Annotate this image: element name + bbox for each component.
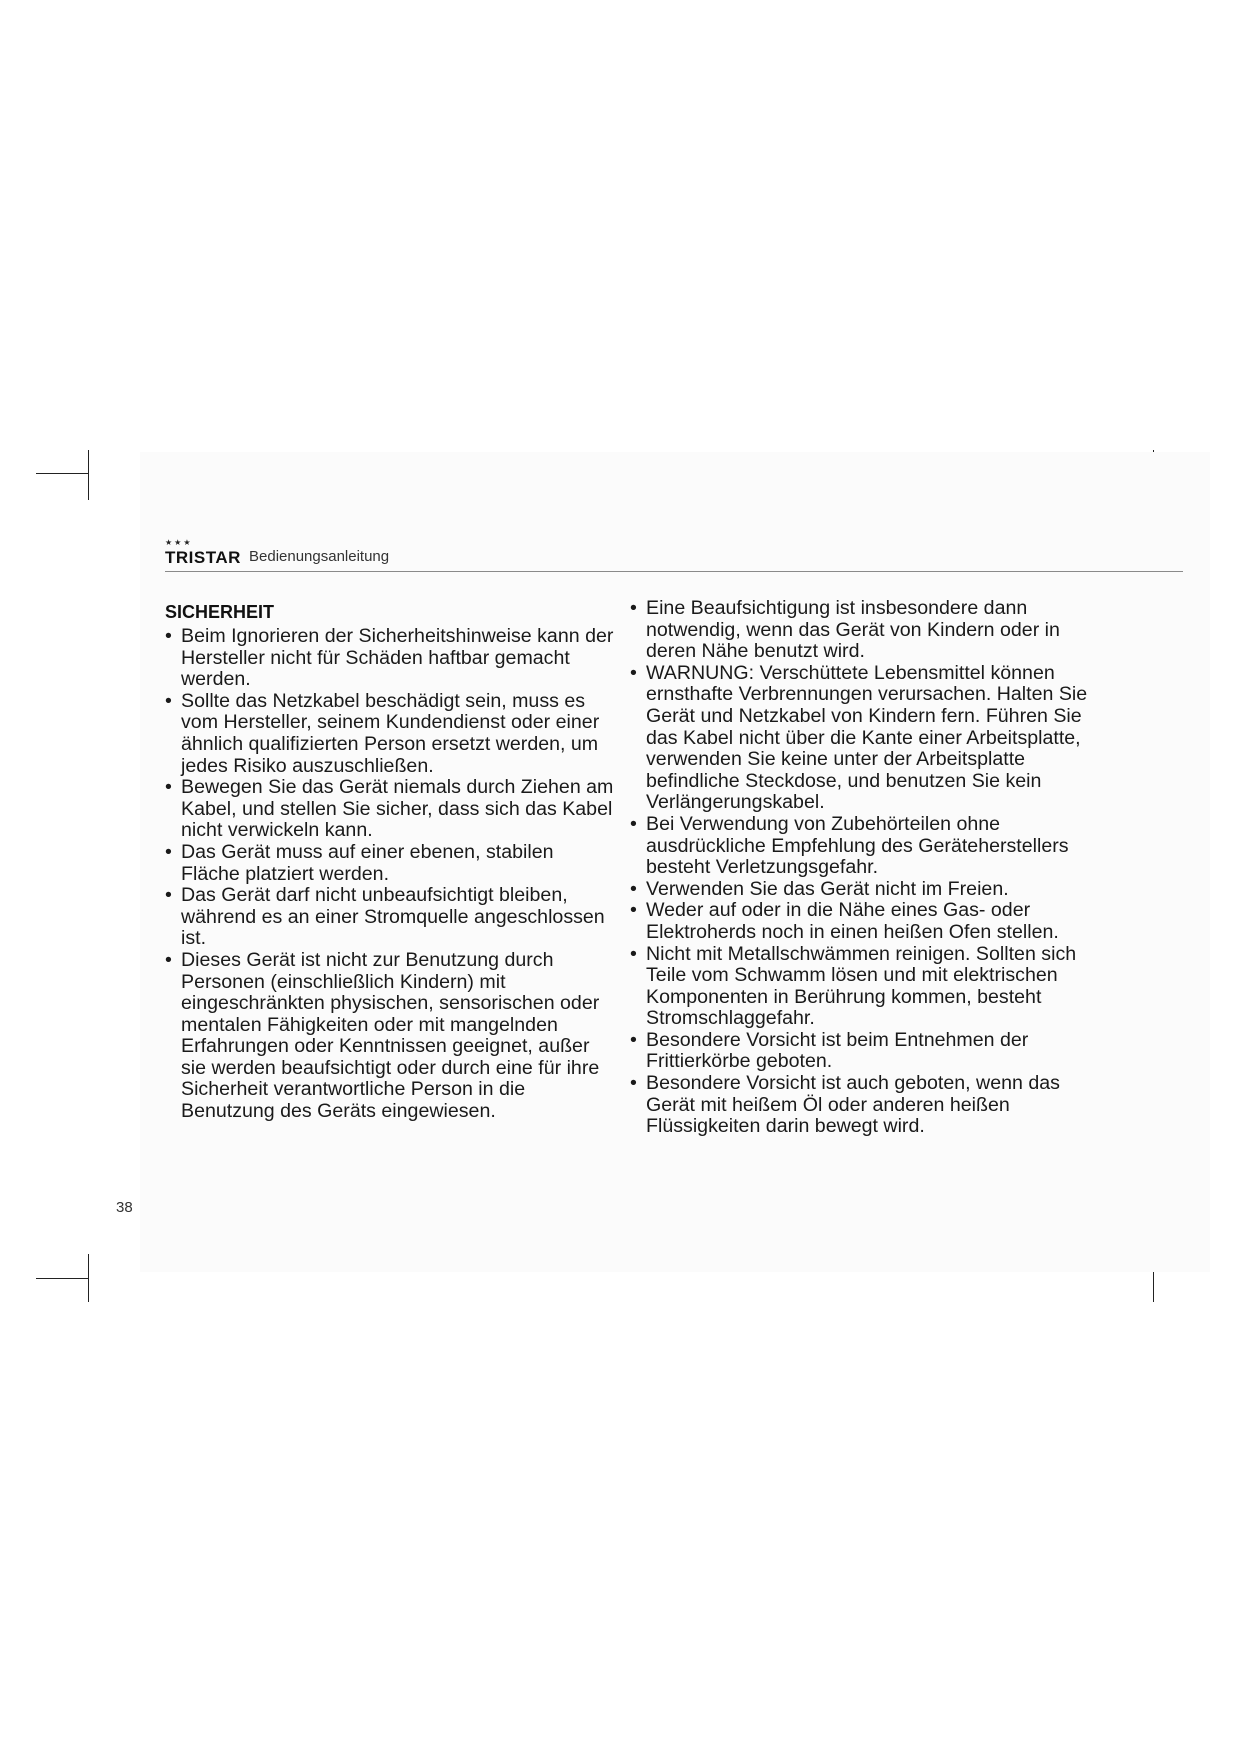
list-item	[630, 663, 1090, 814]
crop-mark-top-left-h	[36, 473, 88, 474]
bullet: •	[630, 877, 637, 900]
list-item-text: Das Gerät muss auf einer ebenen, stabilen Fläche platziert werden.	[181, 840, 554, 885]
list-item-text: Sollte das Netzkabel beschädigt sein, muss es vom Hersteller, seinem Kundendienst oder einer ähnlich qualifizierten Person ersetzt werden, um jedes Risiko auszuschließen.	[181, 689, 600, 777]
list-item-text: Bei Verwendung von Zubehörteilen ohne ausdrückliche Empfehlung des Geräteherstellers besteht Verletzungsgefahr.	[646, 812, 1069, 879]
logo-brand: TRISTAR	[165, 548, 241, 567]
left-column	[165, 600, 615, 1123]
bullet: •	[630, 661, 637, 684]
list-item	[630, 900, 1090, 943]
bullet: •	[630, 597, 637, 619]
list-item	[630, 879, 1090, 901]
left-list	[165, 626, 615, 1123]
list-item-text: Dieses Gerät ist nicht zur Benutzung durch Personen (einschließlich Kindern) mit eingeschränkten physischen, sensorischen oder mentalen Fähigkeiten oder mit mangelnden Erfahrungen oder Kenntnissen geeignet, außer sie werden beaufsichtigt oder durch eine für ihre Sicherheit verantwortliche Person in die Benutzung des Geräts eingewiesen.	[181, 948, 600, 1123]
list-item-text: Eine Beaufsichtigung ist insbesondere dann notwendig, wenn das Gerät von Kindern oder in deren Nähe benutzt wird.	[646, 597, 1060, 663]
list-item-text: WARNUNG: Verschüttete Lebensmittel können ernsthafte Verbrennungen verursachen. Halten Sie Gerät und Netzkabel von Kindern fern. Führen Sie das Kabel nicht über die Kante einer Arbeitsplatte, verwenden Sie keine unter der Arbeitsplatte befindliche Steckdose, und benutzen Sie kein Verlängerungskabel.	[646, 661, 1088, 814]
bullet: •	[165, 689, 172, 712]
list-item-text: Besondere Vorsicht ist beim Entnehmen der Frittierkörbe geboten.	[646, 1028, 1029, 1073]
page-number: 38	[116, 1199, 133, 1216]
bullet: •	[630, 812, 637, 835]
bullet: •	[630, 899, 637, 922]
list-item	[630, 1073, 1090, 1138]
list-item	[165, 885, 615, 950]
right-column	[630, 598, 1090, 1138]
crop-mark-bottom-left-h	[36, 1278, 88, 1279]
list-item	[630, 814, 1090, 879]
header-subtitle: Bedienungsanleitung	[249, 548, 390, 565]
list-item	[630, 598, 1090, 663]
right-list	[630, 598, 1090, 1138]
bullet: •	[165, 840, 172, 863]
list-item	[165, 691, 615, 777]
list-item-text: Weder auf oder in die Nähe eines Gas- oder Elektroherds noch in einen heißen Ofen stellen.	[646, 899, 1059, 943]
crop-mark-top-left-v	[88, 450, 89, 500]
list-item-text: Nicht mit Metallschwämmen reinigen. Sollten sich Teile vom Schwamm lösen und mit elektrischen Komponenten in Berührung kommen, besteht Stromschlaggefahr.	[646, 942, 1077, 1030]
bullet: •	[630, 942, 637, 965]
list-item	[165, 626, 615, 691]
logo-stars: ★★★	[165, 538, 193, 547]
bullet: •	[165, 948, 172, 971]
bullet: •	[165, 776, 172, 799]
list-item	[165, 842, 615, 885]
list-item	[630, 944, 1090, 1030]
bullet: •	[165, 884, 172, 907]
list-item-text: Verwenden Sie das Gerät nicht im Freien.	[646, 877, 1009, 900]
list-item-text: Besondere Vorsicht ist auch geboten, wenn das Gerät mit heißem Öl oder anderen heißen Flüssigkeiten darin bewegt wird.	[646, 1072, 1060, 1138]
list-item	[165, 777, 615, 842]
list-item	[165, 950, 615, 1123]
page-header	[165, 539, 1183, 572]
tristar-logo	[165, 539, 245, 567]
section-title: SICHERHEIT	[165, 602, 275, 622]
bullet: •	[165, 625, 172, 647]
list-item-text: Das Gerät darf nicht unbeaufsichtigt bleiben, während es an einer Stromquelle angeschlossen ist.	[181, 884, 605, 950]
bullet: •	[630, 1072, 637, 1095]
bullet: •	[630, 1028, 637, 1051]
list-item-text: Bewegen Sie das Gerät niemals durch Ziehen am Kabel, und stellen Sie sicher, dass sich das Kabel nicht verwickeln kann.	[181, 776, 614, 842]
crop-mark-bottom-left-v	[88, 1254, 89, 1302]
list-item	[630, 1030, 1090, 1073]
list-item-text: Beim Ignorieren der Sicherheitshinweise kann der Hersteller nicht für Schäden haftbar gemacht werden.	[181, 625, 614, 691]
